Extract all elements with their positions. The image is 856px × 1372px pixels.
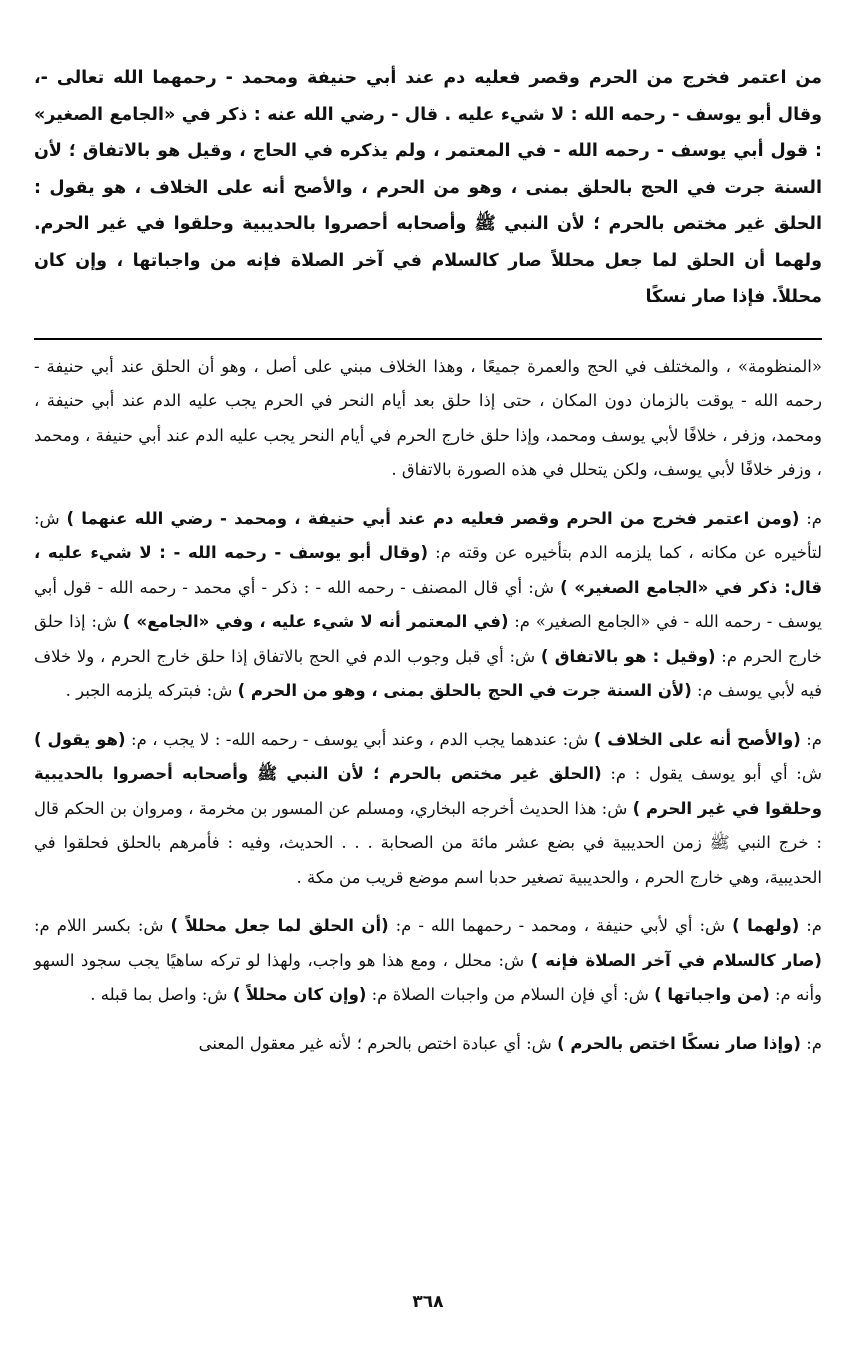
page-number: ٣٦٨ xyxy=(412,1292,444,1312)
commentary-paragraph xyxy=(34,723,822,896)
quoted-matn: (في المعتمر أنه لا شيء عليه ، وفي «الجامع» ) xyxy=(122,612,509,631)
commentary-segment: ش: إذا حلق خارج الحرم م: xyxy=(34,612,822,666)
commentary-segment: ش: أي فإن السلام من واجبات الصلاة م: xyxy=(366,985,655,1004)
commentary-paragraph xyxy=(34,909,822,1013)
quoted-matn: (الحلق غير مختص بالحرم ؛ لأن النبي ﷺ وأصحابه أحصروا بالحديبية وحلقوا في غير الحرم ) xyxy=(34,764,822,818)
commentary-segment: ش: لتأخيره عن مكانه ، كما يلزمه الدم بتأخيره عن وقته م: xyxy=(34,508,822,562)
commentary-segment: ش: أي لأبي حنيفة ، ومحمد - رحمهما الله - م: xyxy=(388,916,733,935)
commentary-section xyxy=(34,502,822,1062)
footnote-text: «المنظومة» ، والمختلف في الحج والعمرة جميعًا ، وهذا الخلاف مبني على أصل ، وهو أن الحلق عند أبي حنيفة - رحمه الله - يوقت بالزمان دون المكان ، حتى إذا حلق بعد أيام النحر في الحرم يجب عليه الدم عند أبي حنيفة ، ومحمد، وزفر ، خلافًا لأبي يوسف ومحمد، وإذا حلق خارج الحرم في أيام النحر يجب عليه الدم عند أبي حنيفة ، ومحمد ، وزفر خلافًا لأبي يوسف، ولكن يتحلل في هذه الصورة بالاتفاق . xyxy=(34,356,822,479)
quoted-matn: (ومن اعتمر فخرج من الحرم وقصر فعليه دم عند أبي حنيفة ، ومحمد - رضي الله عنهما ) xyxy=(66,508,800,528)
quoted-matn: (وإن كان محللاً ) xyxy=(232,985,367,1004)
footnote-separator xyxy=(34,338,822,340)
commentary-segment: ش: أي قال المصنف - رحمه الله - : ذكر - أي محمد - رحمه الله - قول أبي يوسف - رحمه الله - في «الجامع الصغير» م: xyxy=(34,577,823,631)
quoted-matn: (هو يقول ) xyxy=(34,729,126,749)
page-content xyxy=(34,60,822,1372)
commentary-paragraph xyxy=(34,502,822,709)
quoted-matn: (لأن السنة جرت في الحج بالحلق بمنى ، وهو من الحرم ) xyxy=(237,681,692,700)
commentary-segment: م: xyxy=(799,508,822,528)
quoted-matn: (وقيل : هو بالاتفاق ) xyxy=(540,646,716,666)
commentary-segment: ش: واصل بما قبله . xyxy=(90,985,233,1004)
commentary-segment: ش: فبتركه يلزمه الجبر . xyxy=(65,681,238,700)
quoted-matn: (وقال أبو يوسف - رحمه الله - : لا شيء عليه ، قال: ذكر في «الجامع الصغير» ) xyxy=(34,543,822,597)
quoted-matn: (والأصح أنه على الخلاف ) xyxy=(593,729,801,749)
quoted-matn: (ولهما ) xyxy=(732,916,800,935)
commentary-segment: م: xyxy=(799,916,822,935)
quoted-matn: (صار كالسلام في آخر الصلاة فإنه ) xyxy=(530,950,822,970)
quoted-matn: (من واجباتها ) xyxy=(654,985,770,1004)
commentary-segment: م: xyxy=(800,729,822,749)
main-text: من اعتمر فخرج من الحرم وقصر فعليه دم عند أبي حنيفة ومحمد - رحمهما الله تعالى -، وقال أبو يوسف - رحمه الله : لا شيء عليه . قال - رضي الله عنه : ذكر في «الجامع الصغير» : قول أبي يوسف - رحمه الله - في المعتمر ، ولم يذكره في الحاج ، وقيل هو بالاتفاق ؛ لأن السنة جرت في الحج بالحلق بمنى ، وهو من الحرم ، والأصح أنه على الخلاف ، هو يقول : الحلق غير مختص بالحرم ؛ لأن النبي ﷺ وأصحابه أحصروا بالحديبية وحلقوا في غير الحرم. ولهما أن الحلق لما جعل محللاً صار كالسلام في آخر الصلاة فإنه من واجباتها ، وإن كان محللاً. فإذا صار نسكًا xyxy=(34,68,822,307)
commentary-segment: ش: هذا الحديث أخرجه البخاري، ومسلم عن المسور بن مخرمة ، ومروان بن الحكم قال : خرج النبي ﷺ زمن الحديبية في بضع عشر مائة من الصحابة . . . الحديث، وفيه : فأمرهم بالحلق فحلقوا في الحديبية، وهي خارج الحرم ، والحديبية تصغير حدبا اسم موضع قريب من مكة . xyxy=(34,798,822,887)
commentary-segment: ش: بكسر اللام م: xyxy=(34,916,171,935)
quoted-matn: (وإذا صار نسكًا اختص بالحرم ) xyxy=(557,1033,801,1053)
commentary-paragraph xyxy=(34,1027,822,1062)
commentary-segment: ش: أي قبل وجوب الدم في الحج بالاتفاق إذا حلق خارج الحرم ، ولا خلاف فيه لأبي يوسف م: xyxy=(34,646,822,700)
commentary-segment: ش: عندهما يجب الدم ، وعند أبي يوسف - رحمه الله- : لا يجب ، م: xyxy=(125,729,594,749)
commentary-segment: ش: أي عبادة اختص بالحرم ؛ لأنه غير معقول المعنى xyxy=(198,1033,558,1053)
commentary-segment: م: xyxy=(800,1033,822,1053)
quoted-matn: (أن الحلق لما جعل محللاً ) xyxy=(170,916,389,935)
commentary-segment: ش: محلل ، ومع هذا هو واجب، ولهذا لو تركه ساهيًا يجب سجود السهو وأنه م: xyxy=(34,950,822,1004)
commentary-segment: ش: أي أبو يوسف يقول : م: xyxy=(601,764,822,783)
